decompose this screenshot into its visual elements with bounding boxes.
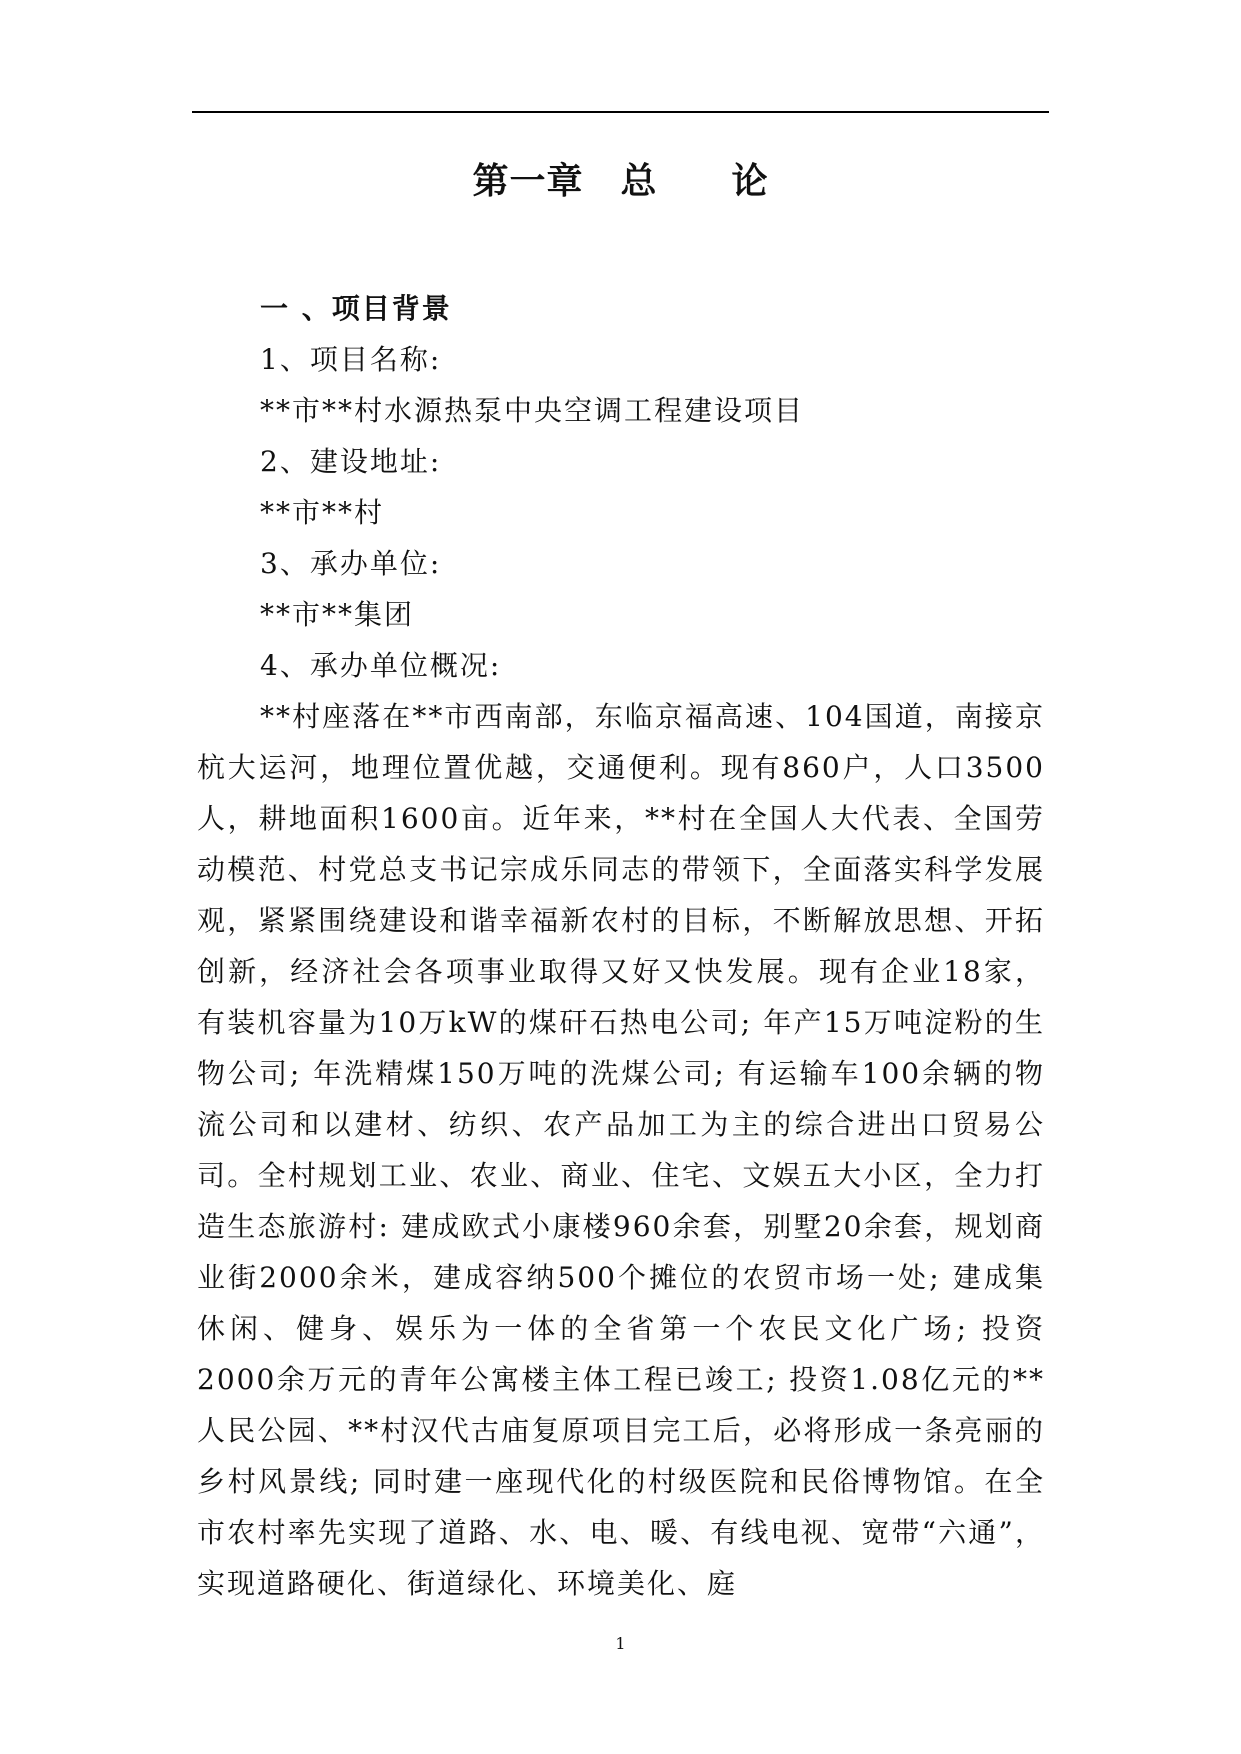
document-body — [197, 283, 1045, 1609]
item-value-organizer: **市**集团 — [260, 598, 415, 631]
item-value-project-name: **市**村水源热泵中央空调工程建设项目 — [260, 394, 805, 427]
item-label-organizer: 3、承办单位: — [260, 547, 442, 580]
item-label-project-name: 1、项目名称: — [260, 343, 442, 376]
page-number: 1 — [615, 1634, 626, 1653]
overview-paragraph: **村座落在**市西南部，东临京福高速、104国道，南接京杭大运河，地理位置优越，交通便利。现有860户，人口3500人，耕地面积1600亩。近年来，**村在全国人大代表、全国劳动模范、村党总支书记宗成乐同志的带领下，全面落实科学发展观，紧紧围绕建设和谐幸福新农村的目标，不断解放思想、开拓创新，经济社会各项事业取得又好又快发展。现有企业18家，有装机容量为10万kW的煤矸石热电公司; 年产15万吨淀粉的生物公司; 年洗精煤150万吨的洗煤公司; 有运输车100余辆的物流公司和以建材、纺织、农产品加工为主的综合进出口贸易公司。全村规划工业、农业、商业、住宅、文娱五大小区，全力打造生态旅游村: 建成欧式小康楼960余套，别墅20余套，规划商业街2000余米，建成容纳500个摊位的农贸市场一处; 建成集休闲、健身、娱乐为一体的全省第一个农民文化广场; 投资2000余万元的青年公寓楼主体工程已竣工; 投资1.08亿元的**人民公园、**村汉代古庙复原项目完工后，必将形成一条亮丽的乡村风景线; 同时建一座现代化的村级医院和民俗博物馆。在全市农村率先实现了道路、水、电、暖、有线电视、宽带“六通”，实现道路硬化、街道绿化、环境美化、庭 — [197, 700, 1045, 1600]
header-rule — [192, 111, 1049, 113]
chapter-title: 第一章 总 论 — [472, 161, 769, 202]
section-heading: 一 、项目背景 — [260, 292, 452, 325]
item-value-site-address: **市**村 — [260, 496, 385, 529]
item-label-site-address: 2、建设地址: — [260, 445, 442, 478]
item-label-organizer-overview: 4、承办单位概况: — [260, 649, 502, 682]
